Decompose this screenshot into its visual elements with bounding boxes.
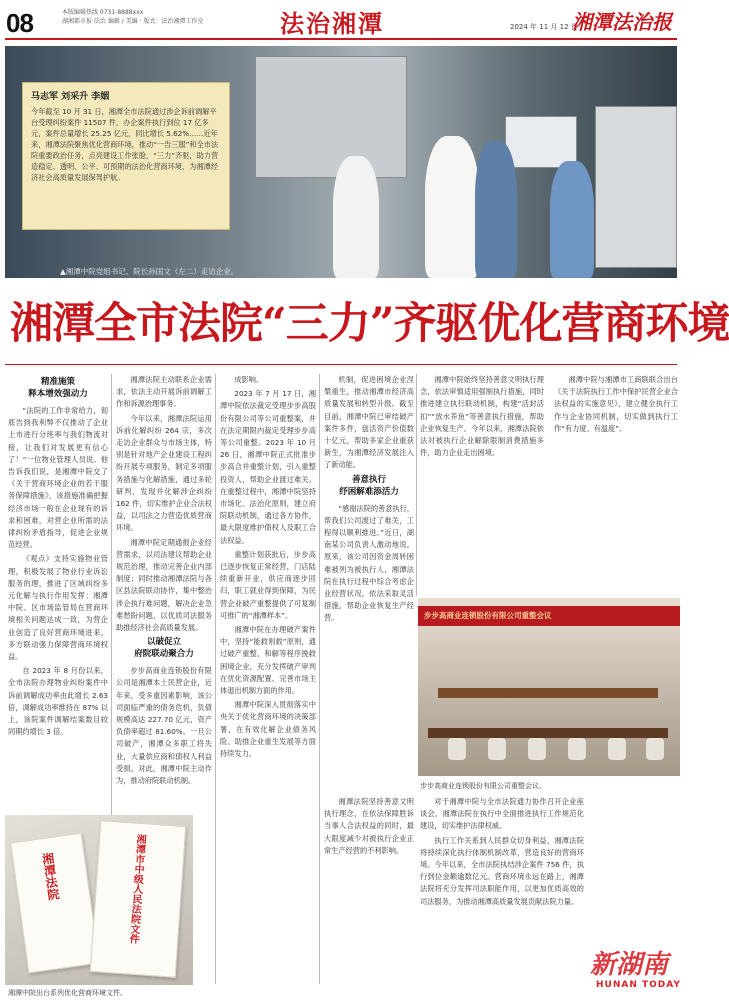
paragraph: 湘潭法院坚持善意文明执行理念，在依法保障胜诉当事人合法权益的同时，最大限度减少对被执行企业正常生产经营的不利影响。: [324, 797, 414, 855]
paragraph: 湘潭中院在办理破产案件中，坚持“能救则救”原则，通过破产重整、和解等程序挽救困境企业，充分发挥破产审判在优化资源配置、完善市场主体退出机制方面的作用。: [220, 625, 316, 696]
article-column: [116, 374, 212, 810]
meeting-photo-caption: 步步高商业连锁股份有限公司重整会议。: [420, 782, 546, 790]
documents-photo-caption: 湘潭中院出台系列优化营商环境文件。: [8, 989, 127, 997]
article-column: [324, 374, 414, 623]
paragraph: 湘潭法院主动联系企业需求，依法主动开展诉前调解工作和诉源治理事务。: [116, 375, 212, 409]
lead-summary: 今年截至 10 月 31 日，湘潭全市法院通过涉企诉前调解平台受理纠纷案件 11507 件，办企案件执行到位 17 亿多元，案件总量增长 25.25 亿元，同比增长 5.62%……近年来，湘潭法院聚焦优化营商环境，推动“一告三服”和全市法院重要政治任务，点亮建设工作张脸，“三力”齐驱，助力营造稳定、透明、公平、可预期的法治化营商环境，为湘潭经济社会高质量发展保驾护航。: [31, 107, 219, 182]
article-column: [420, 374, 678, 596]
document-title: 湘潭法院: [39, 851, 61, 902]
paragraph: 自 2023 年 8 月份以来，全市法院办理物业纠纷案件中诉前调解成功率由此增长 2.63 倍，调解成功率维持在 87% 以上，该院案件调解结案数目较同期约增长 3 倍。: [8, 666, 108, 737]
section-title: 法治湘潭: [280, 9, 384, 38]
article-column: [324, 796, 414, 986]
paragraph: 湘潭中院深入贯彻落实中央关于优化营商环境的决策部署，在有效化解企业债务风险、助推企业重生发展等方面持续发力。: [220, 700, 316, 759]
paragraph: 重整计划获批后，步步高已逐步恢复正常经营，门店陆续重新开业，供应商逐步回归，职工就业得到保障，为民营企业破产重整提供了可复制可推广的“湘潭样本”。: [220, 549, 316, 620]
column-divider: [215, 374, 216, 984]
paragraph: “感谢法院的善意执行，帮我们公司渡过了难关，工程得以顺利推进。”近日，湖南某公司负责人激动地说。原来，该公司因资金周转困难被列为被执行人，湘潭法院在执行过程中综合考虑企业经营状况，依法采取灵活措施，帮助企业恢复生产经营。: [324, 503, 414, 623]
paragraph: 对于湘潭中院与全市法院通力协作召开企业座谈会，湘潭法院在执行中全面推进执行工作规范化建设，切实维护法律权威。: [420, 797, 584, 831]
subheading: 善意执行 纾困解难添活力: [339, 474, 399, 497]
article-column: [220, 374, 316, 984]
paragraph: 执行工作关系到人民群众切身利益，湘潭法院将持续深化执行体制机制改革，营造良好的营商环境。今年以来，全市法院执结涉企案件 756 件，执行到位金额逾数亿元。营商环境永远在路上，湘潭法院将充分发挥司法职能作用，以更加优质高效的司法服务，为推动湘潭高质量发展贡献法院力量。: [420, 835, 584, 906]
column-divider: [416, 374, 417, 596]
paragraph: 2023 年 7 月 17 日，湘潭中院依法裁定受理步步高股份有限公司等公司重整案，并在法定期限内裁定受理步步高等公司重整。2023 年 10 月 26 日，湘潭中院正式批准步步高合并重整计划，引入重整投资人，帮助企业渡过难关。在重整过程中，湘潭中院坚持市场化、法治化原则，建立府院联动机制，通过各方协作，最大限度维护债权人及职工合法权益。: [220, 389, 316, 545]
byline: 马志军 刘采升 李姻: [31, 92, 110, 102]
column-divider: [319, 374, 320, 984]
document-title: 湘潭市中级人民法院文件: [126, 833, 146, 945]
article-column: [8, 374, 108, 810]
subheading: 精准施策 释本增效强动力: [28, 377, 88, 399]
header-info-line: 湖湘都市报·法治 编辑 / 美编 · 版式：法治湘潭工作室: [62, 18, 204, 25]
headline: 湘潭全市法院“三力”齐驱优化营商环境: [10, 299, 729, 349]
issue-date: 2024 年 11 月 12 日: [510, 23, 578, 31]
meeting-banner-text: 步步高商业连锁股份有限公司重整会议: [424, 611, 552, 620]
lead-photo-caption: ▲湘潭中院党组书记、院长孙国文（左二）走访企业。: [60, 267, 239, 276]
header-divider: [5, 38, 677, 40]
header-info-line: 本版编辑热线 0731-8888xxx: [62, 9, 144, 16]
headline-rule: [5, 364, 677, 365]
watermark-logo-en: HUNAN TODAY: [596, 980, 681, 990]
page-number: 08: [6, 8, 33, 38]
paragraph: 成影响。: [234, 375, 264, 384]
paragraph: “法院的工作非常给力，彻底告到我利弊不仅推动了企业上市进行分班率与我们物流对接，让我们对发展更有信心了！”一位物业管理人员说。他告诉我们说，是湘潭中院交了《关于营商环境企业的若干服务保障措施》，该措施准确把握经济市场一般在企业现有的诉求和困难，对营企业所需的法律纠纷矛盾指导，促进企业规范经营。: [8, 406, 108, 550]
meeting-banner: [418, 606, 680, 626]
paragraph: 步步高商业连锁股份有限公司是湘潭本土民营企业，近年来，受多重因素影响，该公司面临严重的债务危机，负债规模高达 227.70 亿元，资产负债率超过 81.60%。一旦公司破产，湘潭众多职工将失业，大量供应商和债权人利益受损。对此，湘潭中院主动作为，推动府院联动机制。: [116, 666, 212, 786]
watermark-logo: 新湖南: [590, 950, 669, 980]
paragraph: 《观点》支持实施物业管理，积极发展了物业行业诉讼服务的理，推进了区域纠纷多元化解与执行作用发挥；湘潭中院、区市场监管局在营商环境相关问题达成一致，为营企业创造了良好营商环境进来，多方联动强力保障营商环境权益。: [8, 554, 108, 662]
paragraph: 湘潭中院与湘潭市工商联联合出台《关于法院执行工作中保护民营企业合法权益的实施意见》，建立健全执行工作与企业协同机制，切实做到执行工作“有力度、有温度”。: [554, 375, 678, 433]
article-column: [420, 796, 584, 986]
paragraph: 今年以来，湘潭法院运用诉前化解纠纷 264 宗，多次走访企业群众与市场主体，特别是针对地产企业建设工程纠纷开展专项服务，制定多项服务措施与化解措施，通过多轮研判，发现并化解涉企纠纷 162 件，切实维护企业合法权益，以司法之力营造优质营商环境。: [116, 413, 212, 533]
newspaper-logo: 湘潭法治报: [572, 10, 672, 34]
subheading: 以破促立 府院联动聚合力: [134, 637, 194, 660]
header-info: [62, 8, 262, 26]
paragraph: 湘潭中院始终坚持善意文明执行理念，依法审慎适用强制执行措施，同时推进建立执行联动机制，构建“活封活扣”“放水养鱼”等善意执行措施，帮助企业恢复生产。今年以来，湘潭法院依法对被执行企业解除限制消费措施多件，助力企业走出困境。: [420, 375, 544, 458]
paragraph: 机制，促进困境企业涅槃重生，推动湘潭市经济高质量发展和转型升级。截至目前，湘潭中院已审结破产案件多件，盘活资产价值数十亿元，帮助多家企业重获新生，为湘潭经济发展注入了新动能。: [324, 375, 414, 470]
meeting-photo: [418, 598, 680, 776]
documents-photo: [5, 815, 193, 985]
paragraph: 湘潭中院定期通报企业经营需求，以司法建议帮助企业规范治理，推动完善企业内部制度；同时推动湘潭法院与各区县法院联动协作，集中整治涉企执行难问题，解决企业急难愁盼问题，以优质司法服务助推经济社会高质量发展。: [116, 537, 212, 633]
lead-summary-box: [22, 82, 230, 230]
